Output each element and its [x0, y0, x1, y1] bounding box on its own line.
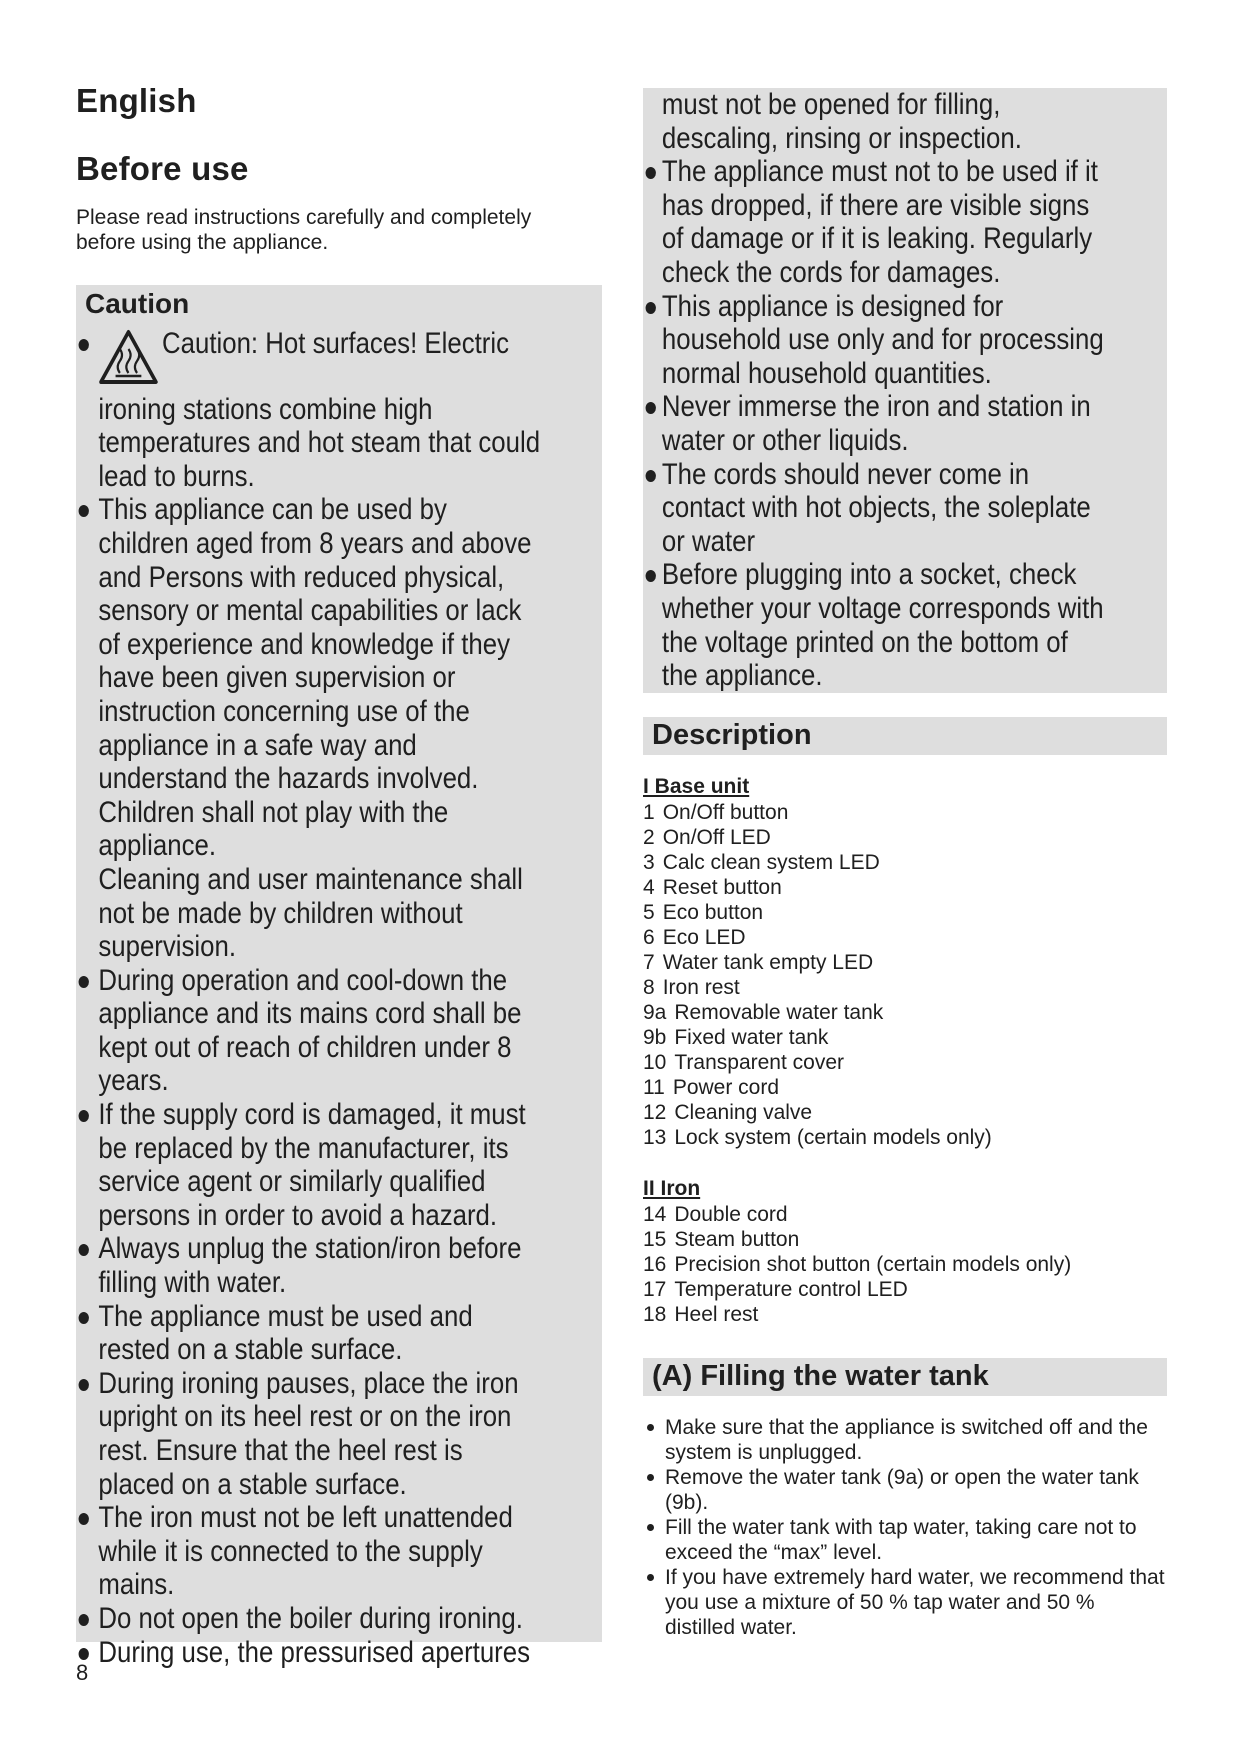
- part-number: 1: [643, 801, 655, 824]
- part-item: [643, 1202, 1163, 1227]
- iron-parts-list: [643, 1202, 1163, 1327]
- caution-item: During use, the pressurised apertures: [76, 1636, 540, 1670]
- hot-surface-warning-icon: [98, 329, 158, 393]
- iron-title: II Iron: [643, 1177, 701, 1200]
- caution-item: The iron must not be left unattended while it is connected to the supply mains.: [76, 1501, 540, 1602]
- part-number: 4: [643, 876, 655, 899]
- caution-item: If the supply cord is damaged, it must be replaced by the manufacturer, its service agent or similarly qualified persons in order to avoid a hazard.: [76, 1098, 540, 1232]
- part-number: 2: [643, 826, 655, 849]
- part-number: 3: [643, 851, 655, 874]
- part-label: Transparent cover: [674, 1051, 844, 1074]
- caution-item: The appliance must not to be used if it has dropped, if there are visible signs of damage or if it is leaking. Regularly check the cords for damages.: [643, 155, 1107, 289]
- part-item: [643, 850, 1163, 875]
- caution-box-continued: [643, 88, 1167, 693]
- part-label: Cleaning valve: [674, 1101, 813, 1124]
- filling-item: Make sure that the appliance is switched off and the system is unplugged.: [643, 1415, 1167, 1465]
- part-label: Precision shot button (certain models only): [674, 1253, 1072, 1276]
- base-unit-list: [643, 800, 1163, 1150]
- part-item: [643, 1000, 1163, 1025]
- part-number: 9b: [643, 1026, 667, 1049]
- filling-item: Fill the water tank with tap water, taking care not to exceed the “max” level.: [643, 1515, 1167, 1565]
- part-label: Lock system (certain models only): [674, 1126, 992, 1149]
- part-number: 16: [643, 1253, 667, 1276]
- part-label: Removable water tank: [674, 1001, 884, 1024]
- filling-list: [643, 1415, 1167, 1640]
- part-item: [643, 925, 1163, 950]
- part-label: Reset button: [662, 876, 782, 899]
- part-item: [643, 1302, 1163, 1327]
- part-number: 5: [643, 901, 655, 924]
- part-number: 10: [643, 1051, 667, 1074]
- caution-item: The cords should never come in contact with hot objects, the soleplate or water: [643, 458, 1107, 559]
- part-label: On/Off button: [662, 801, 789, 824]
- caution-title: Caution: [85, 288, 190, 319]
- part-number: 6: [643, 926, 655, 949]
- part-item: [643, 800, 1163, 825]
- caution-box: [76, 285, 602, 1669]
- part-label: Temperature control LED: [674, 1278, 908, 1301]
- filling-item: If you have extremely hard water, we recommend that you use a mixture of 50 % tap water and 50 % distilled water.: [643, 1565, 1167, 1640]
- part-number: 15: [643, 1228, 667, 1251]
- before-use-title: Before use: [76, 150, 249, 187]
- caution-list-right: [643, 88, 1107, 693]
- language-heading: English: [76, 82, 197, 119]
- description-header: [643, 717, 1167, 755]
- part-number: 8: [643, 976, 655, 999]
- caution-item: This appliance can be used by children aged from 8 years and above and Persons with reduced physical, sensory or mental capabilities or lack of experience and knowledge if they have been given supervision or instruction concerning use of the appliance in a safe way and understand the hazards involved. Children shall not play with the appliance.: [76, 493, 540, 863]
- part-item: [643, 1025, 1163, 1050]
- part-item: [643, 900, 1163, 925]
- part-label: Power cord: [672, 1076, 780, 1099]
- caution-item: During operation and cool-down the appliance and its mains cord shall be kept out of reach of children under 8 years.: [76, 964, 540, 1098]
- part-number: 7: [643, 951, 655, 974]
- part-label: Eco LED: [662, 926, 746, 949]
- part-label: Calc clean system LED: [662, 851, 880, 874]
- before-use-intro: Please read instructions carefully and completely before using the appliance.: [76, 206, 532, 254]
- part-item: [643, 1277, 1163, 1302]
- part-item: [643, 1050, 1163, 1075]
- part-number: 17: [643, 1278, 667, 1301]
- part-label: Water tank empty LED: [662, 951, 874, 974]
- base-unit-title: I Base unit: [643, 775, 750, 798]
- description-title: Description: [652, 719, 812, 751]
- part-number: 13: [643, 1126, 667, 1149]
- part-number: 9a: [643, 1001, 667, 1024]
- caution-item: Always unplug the station/iron before filling with water.: [76, 1232, 540, 1299]
- part-label: Eco button: [662, 901, 764, 924]
- part-item: [643, 825, 1163, 850]
- part-label: Iron rest: [662, 976, 740, 999]
- caution-item: The appliance must be used and rested on a stable surface.: [76, 1300, 540, 1367]
- part-item: [643, 1227, 1163, 1252]
- caution-item: Never immerse the iron and station in water or other liquids.: [643, 390, 1107, 457]
- part-item: [643, 1100, 1163, 1125]
- caution-item: This appliance is designed for household use only and for processing normal household quantities.: [643, 290, 1107, 391]
- caution-item: During ironing pauses, place the iron upright on its heel rest or on the iron rest. Ensure that the heel rest is placed on a stable surface.: [76, 1367, 540, 1501]
- filling-header: [643, 1358, 1167, 1396]
- part-item: [643, 1075, 1163, 1100]
- caution-item: Caution: Hot surfaces! Electric ironing stations combine high temperatures and hot steam that could lead to burns.: [76, 327, 540, 493]
- part-label: On/Off LED: [662, 826, 771, 849]
- page-number: 8: [76, 1660, 89, 1685]
- part-label: Heel rest: [674, 1303, 759, 1326]
- part-number: 11: [643, 1076, 665, 1099]
- caution-continued-text: must not be opened for filling, descaling, rinsing or inspection.: [661, 88, 1022, 155]
- caution-item: Do not open the boiler during ironing.: [76, 1602, 540, 1636]
- caution-list-left: [76, 327, 540, 1669]
- part-label: Steam button: [674, 1228, 800, 1251]
- caution-item: Before plugging into a socket, check whether your voltage corresponds with the voltage printed on the bottom of the appliance.: [643, 558, 1107, 692]
- part-item: [643, 950, 1163, 975]
- part-label: Double cord: [674, 1203, 788, 1226]
- part-label: Fixed water tank: [674, 1026, 829, 1049]
- caution-item-continuation: Cleaning and user maintenance shall not be made by children without supervision.: [98, 862, 523, 964]
- part-number: 18: [643, 1303, 667, 1326]
- part-number: 12: [643, 1101, 667, 1124]
- filling-title: (A) Filling the water tank: [652, 1360, 989, 1392]
- part-number: 14: [643, 1203, 667, 1226]
- part-item: [643, 1252, 1163, 1277]
- part-item: [643, 875, 1163, 900]
- part-item: [643, 975, 1163, 1000]
- filling-item: Remove the water tank (9a) or open the water tank (9b).: [643, 1465, 1167, 1515]
- part-item: [643, 1125, 1163, 1150]
